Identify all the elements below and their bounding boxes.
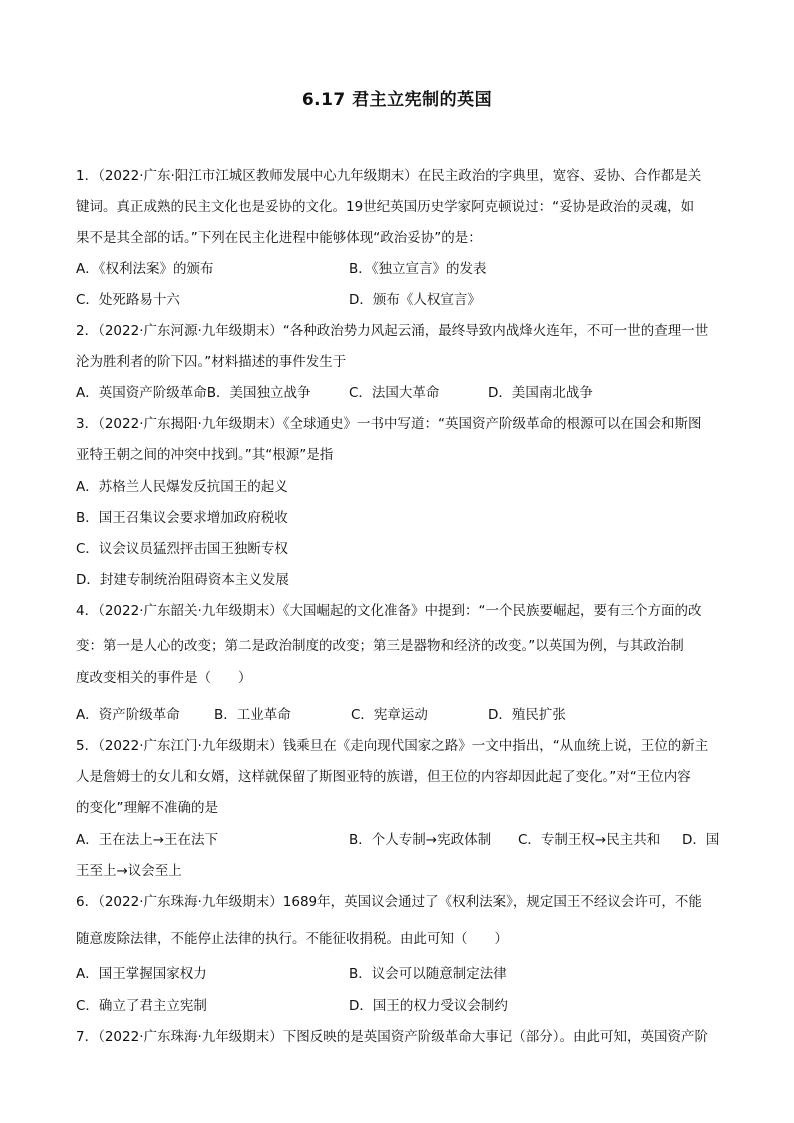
q6-option-c: C．确立了君主立宪制	[76, 998, 207, 1014]
q5-line-3: 的变化”理解不准确的是	[76, 800, 218, 816]
q2-option-d: D．美国南北战争	[488, 385, 593, 401]
q3-line-2: 亚特王朝之间的冲突中找到。”其“根源”是指	[76, 447, 334, 463]
q5-option-c: C．专制王权→民主共和	[518, 832, 661, 848]
q5-line-2: 人是詹姆士的女儿和女婿，这样就保留了斯图亚特的族谱，但王位的内容却因此起了变化。”对“王位内容	[76, 769, 691, 785]
q4-line-2: 变：第一是人心的改变；第二是政治制度的改变；第三是器物和经济的改变。”以英国为例，与其政治制	[76, 638, 684, 654]
q4-option-b: B．工业革命	[214, 707, 291, 723]
q1-option-d: D．颁布《人权宣言》	[349, 292, 481, 308]
q4-option-d: D．殖民扩张	[488, 707, 566, 723]
q1-option-c: C．处死路易十六	[76, 292, 180, 308]
q5-option-d-continued: 王至上→议会至上	[76, 863, 182, 879]
q1-line-3: 果不是其全部的话。”下列在民主化进程中能够体现“政治妥协”的是：	[76, 230, 482, 246]
q1-line-2: 键词。真正成熟的民主文化也是妥协的文化。19世纪英国历史学家阿克顿说过：“妥协是政治的灵魂，如	[76, 199, 695, 215]
q3-line-1: 3．（2022·广东揭阳·九年级期末）《全球通史》一书中写道：“英国资产阶级革命的根源可以在国会和斯图	[76, 416, 702, 432]
q4-line-1: 4．（2022·广东韶关·九年级期末）《大国崛起的文化准备》中提到：“一个民族要崛起，要有三个方面的改	[76, 603, 702, 619]
page-title: 6.17 君主立宪制的英国	[301, 90, 493, 110]
q6-option-d: D．国王的权力受议会制约	[349, 998, 508, 1014]
q1-line-1: 1．（2022·广东·阳江市江城区教师发展中心九年级期末）在民主政治的字典里，宽容、妥协、合作都是关	[76, 168, 702, 184]
q7-line-1: 7．（2022·广东珠海·九年级期末）下图反映的是英国资产阶级革命大事记（部分）。由此可知，英国资产阶	[76, 1029, 709, 1045]
q5-option-b: B．个人专制→宪政体制	[349, 832, 492, 848]
q5-option-d: D．国	[682, 832, 720, 848]
q4-option-c: C．宪章运动	[351, 707, 428, 723]
q2-option-c: C．法国大革命	[349, 385, 440, 401]
q6-line-1: 6．（2022·广东珠海·九年级期末）1689年，英国议会通过了《权利法案》，规定国王不经议会许可，不能	[76, 894, 702, 910]
q2-option-a: A．英国资产阶级革命B．美国独立战争	[76, 385, 311, 401]
q1-option-b: B．《独立宣言》的发表	[349, 261, 487, 277]
q3-option-c: C．议会议员猛烈抨击国王独断专权	[76, 541, 288, 557]
q3-option-a: A．苏格兰人民爆发反抗国王的起义	[76, 479, 288, 495]
q3-option-b: B．国王召集议会要求增加政府税收	[76, 510, 288, 526]
q1-option-a: A．《权利法案》的颁布	[76, 261, 214, 277]
q5-line-1: 5．（2022·广东江门·九年级期末）钱乘旦在《走向现代国家之路》一文中指出，“从血统上说，王位的新主	[76, 738, 709, 754]
q2-line-2: 沦为胜利者的阶下囚。”材料描述的事件发生于	[76, 354, 347, 370]
q5-option-a: A．王在法上→王在法下	[76, 832, 219, 848]
q3-option-d: D．封建专制统治阻碍资本主义发展	[76, 572, 289, 588]
q4-option-a: A．资产阶级革命	[76, 707, 180, 723]
q2-line-1: 2．（2022·广东河源·九年级期末）“各种政治势力风起云涌，最终导致内战烽火连年，不可一世的查理一世	[76, 323, 709, 339]
q6-line-2: 随意废除法律，不能停止法律的执行。不能征收捐税。由此可知（ ）	[76, 931, 508, 947]
q6-option-a: A．国王掌握国家权力	[76, 966, 207, 982]
q6-option-b: B．议会可以随意制定法律	[349, 966, 507, 982]
q4-line-3: 度改变相关的事件是（ ）	[76, 670, 252, 686]
